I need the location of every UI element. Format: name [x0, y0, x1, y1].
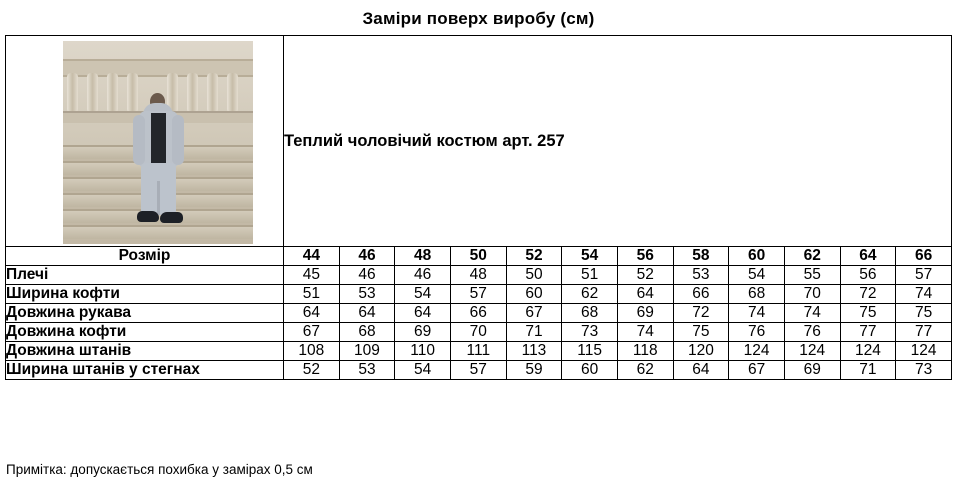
photo-baluster [227, 73, 238, 113]
size-header-cell: 58 [673, 247, 729, 266]
measurement-cell: 75 [896, 304, 952, 323]
measurement-cell: 77 [840, 323, 896, 342]
photo-model-arm-left [133, 115, 145, 165]
table-row [6, 323, 952, 342]
measurement-cell: 110 [395, 342, 451, 361]
measurement-cell: 118 [617, 342, 673, 361]
photo-baluster [187, 73, 198, 113]
measurement-cell: 77 [896, 323, 952, 342]
product-name-cell [284, 36, 952, 247]
measurement-cell: 64 [284, 304, 340, 323]
row-label: Довжина рукава [6, 304, 284, 323]
measurement-cell: 115 [562, 342, 618, 361]
photo-baluster [127, 73, 138, 113]
measurement-cell: 57 [450, 361, 506, 380]
measurement-cell: 124 [729, 342, 785, 361]
product-name: Теплий чоловічий костюм арт. 257 [284, 131, 565, 150]
measurement-cell: 70 [450, 323, 506, 342]
measurement-cell: 68 [339, 323, 395, 342]
measurement-cell: 57 [450, 285, 506, 304]
size-header-cell: 46 [339, 247, 395, 266]
photo-model-shoe-left [137, 211, 159, 222]
measurement-cell: 53 [673, 266, 729, 285]
photo-wrap [6, 36, 283, 246]
measurement-cell: 72 [840, 285, 896, 304]
measurement-cell: 72 [673, 304, 729, 323]
table-row [6, 304, 952, 323]
footnote: Примітка: допускається похибка у замірах 0,5 см [6, 462, 313, 477]
measurement-cell: 57 [896, 266, 952, 285]
measurement-cell: 52 [284, 361, 340, 380]
size-header-cell: 54 [562, 247, 618, 266]
size-header-cell: 52 [506, 247, 562, 266]
measurement-cell: 54 [395, 361, 451, 380]
measurement-cell: 66 [673, 285, 729, 304]
size-header-cell: 62 [784, 247, 840, 266]
table-row [6, 342, 952, 361]
measurement-cell: 45 [284, 266, 340, 285]
row-label: Ширина кофти [6, 285, 284, 304]
photo-and-product-row [6, 36, 952, 247]
measurement-cell: 74 [896, 285, 952, 304]
measurement-cell: 55 [784, 266, 840, 285]
measurement-cell: 48 [450, 266, 506, 285]
measurement-cell: 71 [840, 361, 896, 380]
measurement-cell: 64 [339, 304, 395, 323]
size-header-cell: 60 [729, 247, 785, 266]
measurement-cell: 73 [896, 361, 952, 380]
measurement-cell: 76 [784, 323, 840, 342]
measurement-cell: 66 [450, 304, 506, 323]
measurement-cell: 59 [506, 361, 562, 380]
photo-model-pants-gap [157, 181, 160, 215]
measurement-cell: 69 [784, 361, 840, 380]
measurement-cell: 75 [673, 323, 729, 342]
row-label: Довжина штанів [6, 342, 284, 361]
size-header-cell: 50 [450, 247, 506, 266]
measurement-cell: 56 [840, 266, 896, 285]
measurements-table [5, 35, 952, 380]
measurement-cell: 50 [506, 266, 562, 285]
page-title: Заміри поверх виробу (см) [362, 9, 595, 28]
photo-baluster [87, 73, 98, 113]
photo-model-arm-right [172, 115, 184, 165]
measurement-cell: 67 [284, 323, 340, 342]
table-row [6, 361, 952, 380]
measurement-cell: 46 [395, 266, 451, 285]
size-header-cell: 64 [840, 247, 896, 266]
measurement-cell: 108 [284, 342, 340, 361]
measurement-cell: 74 [617, 323, 673, 342]
size-header-cell: 48 [395, 247, 451, 266]
measurement-cell: 124 [784, 342, 840, 361]
size-header-cell: 44 [284, 247, 340, 266]
measurement-cell: 124 [896, 342, 952, 361]
measurement-cell: 75 [840, 304, 896, 323]
size-header-label: Розмір [6, 247, 284, 266]
measurement-cell: 64 [395, 304, 451, 323]
measurement-cell: 46 [339, 266, 395, 285]
measurement-cell: 71 [506, 323, 562, 342]
row-label: Довжина кофти [6, 323, 284, 342]
photo-baluster [107, 73, 118, 113]
row-label: Плечі [6, 266, 284, 285]
table-row [6, 285, 952, 304]
measurement-cell: 76 [729, 323, 785, 342]
measurement-cell: 111 [450, 342, 506, 361]
size-header-cell: 56 [617, 247, 673, 266]
measurement-cell: 60 [562, 361, 618, 380]
photo-baluster [207, 73, 218, 113]
measurement-cell: 52 [617, 266, 673, 285]
measurement-cell: 62 [617, 361, 673, 380]
photo-model-shoe-right [160, 212, 183, 223]
measurement-cell: 64 [673, 361, 729, 380]
photo-step [63, 225, 253, 239]
measurement-cell: 67 [506, 304, 562, 323]
measurement-cell: 53 [339, 285, 395, 304]
measurement-cell: 69 [617, 304, 673, 323]
measurement-cell: 74 [729, 304, 785, 323]
measurement-cell: 67 [729, 361, 785, 380]
table-body [6, 36, 952, 380]
measurement-cell: 54 [729, 266, 785, 285]
measurement-cell: 113 [506, 342, 562, 361]
measurement-cell: 70 [784, 285, 840, 304]
measurement-cell: 74 [784, 304, 840, 323]
product-photo [63, 41, 253, 244]
measurement-cell: 62 [562, 285, 618, 304]
measurement-cell: 69 [395, 323, 451, 342]
measurement-cell: 60 [506, 285, 562, 304]
measurement-cell: 64 [617, 285, 673, 304]
measurement-cell: 120 [673, 342, 729, 361]
measurement-cell: 73 [562, 323, 618, 342]
product-photo-cell [6, 36, 284, 247]
size-header-row [6, 247, 952, 266]
photo-model-shirt [151, 113, 166, 163]
measurement-cell: 124 [840, 342, 896, 361]
size-header-cell: 66 [896, 247, 952, 266]
measurement-cell: 54 [395, 285, 451, 304]
measurement-cell: 51 [562, 266, 618, 285]
table-row [6, 266, 952, 285]
measurement-cell: 68 [729, 285, 785, 304]
row-label: Ширина штанів у стегнах [6, 361, 284, 380]
measurement-cell: 109 [339, 342, 395, 361]
measurement-cell: 53 [339, 361, 395, 380]
measurement-cell: 51 [284, 285, 340, 304]
photo-baluster [67, 73, 78, 113]
measurement-cell: 68 [562, 304, 618, 323]
